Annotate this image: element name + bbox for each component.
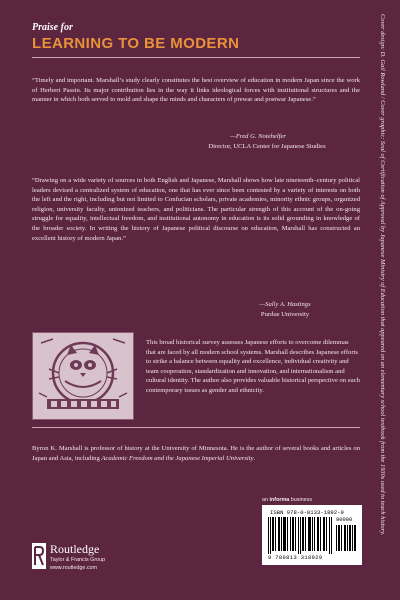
- reviewer-name: —Sally A. Hastings: [259, 301, 311, 308]
- routledge-logo-icon: [32, 543, 46, 569]
- reviewer-name: —Fred G. Notehelfer: [230, 133, 286, 140]
- divider: [32, 427, 360, 428]
- isbn-barcode: [262, 505, 362, 565]
- informa-prefix: an: [262, 497, 270, 503]
- ministry-seal-image: [32, 332, 134, 420]
- review-attribution: [32, 300, 362, 319]
- seal-illustration: [33, 333, 133, 419]
- publisher-url: www.routledge.com: [50, 565, 98, 571]
- review-attribution: [32, 132, 362, 151]
- informa-tagline: [262, 497, 312, 503]
- publisher-group: Taylor & Francis Group: [50, 557, 106, 563]
- review-quote: “Drawing on a wide variety of sources in both English and Japanese, Marshall shows how late nineteenth–century political leaders devised a centralized system of education, one that has ever since been contested by a variety of interests on both the left and the right, including but not limited to Confucian scholars, private academies, minority ethnic groups, organized religion, university faculty, unionized teachers, and politicians. The particular strength of this account of the on-going struggle for equality, intellectual freedom, and institutional autonomy in education is its solid grounding in knowledge of the broader society. In writing the history of Japanese political discourse on education, Marshall has constructed an excellent history of modern Japan.”: [32, 177, 360, 242]
- informa-suffix: business: [289, 497, 313, 503]
- reviewer-affiliation: Purdue University: [260, 310, 310, 318]
- book-title: LEARNING TO BE MODERN: [32, 35, 240, 52]
- review-quote: “Timely and important. Marshall’s study clearly constitutes the best overview of education in modern Japan since the work of Herbert Passin. Its major contribution lies in the way it links ideological forces with institutional structures and the manner in which both served to mold and shape the minds and characters of prewar and postwar Japanese.”: [32, 77, 360, 104]
- publisher-name: Routledge: [50, 542, 100, 556]
- isbn-label: ISBN 978-0-8133-1892-9: [270, 509, 344, 516]
- praise-heading: Praise for: [32, 22, 73, 33]
- author-bio-text: Byron K. Marshall is professor of history at the University of Minnesota. He is the author of several books and articles on Japan and Asia, including: [32, 445, 360, 462]
- barcode-icon: [268, 517, 334, 554]
- barcode-digits: 9 780813 318929: [268, 555, 323, 561]
- cover-credit: Cover design: D. Gail Rowland / Cover graphic: Seal of Certification of Approval by Japanese Ministry of Education that appeared on an elementary school textbook from the 1930s used to teach history.: [379, 14, 386, 536]
- author-bio: [32, 444, 360, 463]
- reviewer-affiliation: Director, UCLA Center for Japanese Studies: [208, 142, 326, 150]
- price-code: 90000: [336, 517, 353, 523]
- divider: [32, 57, 360, 58]
- author-book-title: Academic Freedom and the Japanese Imperial University: [101, 454, 254, 462]
- author-bio-end: .: [253, 454, 256, 462]
- informa-brand: informa: [269, 497, 290, 503]
- book-description: This broad historical survey assesses Japanese efforts to overcome dilemmas that are faced by all modern school systems. Marshall describes Japanese efforts to strike a balance between equality and excellence, individual creativity and team cooperation, standardization and innovation, and internationalism and cultural identity. The author also provides valuable historical perspective on such contemporary issues as gender and ethnicity.: [146, 339, 360, 394]
- price-barcode-icon: [336, 525, 356, 551]
